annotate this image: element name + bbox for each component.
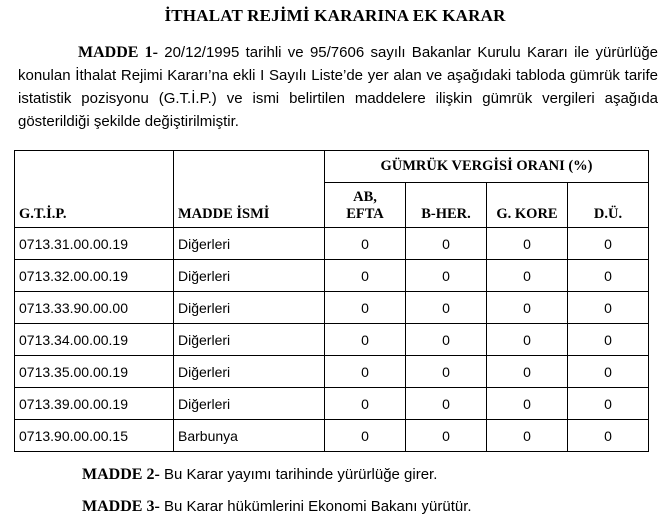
du-cell: 0 [568, 356, 649, 388]
gtip-cell: 0713.32.00.00.19 [15, 260, 174, 292]
table-row [15, 420, 649, 452]
gtip-cell: 0713.35.00.00.19 [15, 356, 174, 388]
ab-efta-cell: 0 [325, 260, 406, 292]
g-kore-cell: 0 [487, 420, 568, 452]
table-row [15, 260, 649, 292]
du-cell: 0 [568, 388, 649, 420]
g-kore-cell: 0 [487, 356, 568, 388]
du-cell: 0 [568, 324, 649, 356]
document-title: İTHALAT REJİMİ KARARINA EK KARAR [164, 6, 506, 25]
table-row [15, 292, 649, 324]
table-row [15, 388, 649, 420]
table-row [15, 356, 649, 388]
gtip-cell: 0713.31.00.00.19 [15, 228, 174, 260]
header-g-kore: G. KORE [487, 183, 568, 228]
g-kore-cell: 0 [487, 228, 568, 260]
du-cell: 0 [568, 292, 649, 324]
header-b-her: B-HER. [406, 183, 487, 228]
g-kore-cell: 0 [487, 388, 568, 420]
tariff-table [14, 150, 649, 452]
gtip-cell: 0713.33.90.00.00 [15, 292, 174, 324]
article-3-label: MADDE 3- [82, 498, 160, 515]
article-1 [18, 41, 658, 133]
table-row [15, 228, 649, 260]
header-ab-efta [325, 183, 406, 228]
article-2-text: Bu Karar yayımı tarihinde yürürlüğe girer. [163, 466, 438, 483]
table-row [15, 324, 649, 356]
ab-efta-cell: 0 [325, 356, 406, 388]
name-cell: Diğerleri [174, 228, 325, 260]
du-cell: 0 [568, 260, 649, 292]
ab-efta-cell: 0 [325, 324, 406, 356]
article-1-label: MADDE 1- [78, 44, 158, 61]
header-ab-efta-text: AB, EFTA [346, 189, 384, 222]
gtip-cell: 0713.34.00.00.19 [15, 324, 174, 356]
g-kore-cell: 0 [487, 260, 568, 292]
name-cell: Diğerleri [174, 324, 325, 356]
article-1-text: 20/12/1995 tarihli ve 95/7606 sayılı Bakanlar Kurulu Kararı ile yürürlüğe konulan İthalat Rejimi Kararı’na ekli I Sayılı Liste’de yer alan ve aşağıdaki tabloda gümrük tarife istatistik pozisyonu (G.T.İ.P.) ve ismi belirtilen maddelere ilişkin gümrük vergileri aşağıda gösterildiği şekilde değiştirilmiştir. [18, 44, 659, 130]
b-her-cell: 0 [406, 420, 487, 452]
b-her-cell: 0 [406, 324, 487, 356]
ab-efta-cell: 0 [325, 388, 406, 420]
header-name: MADDE İSMİ [174, 151, 325, 228]
ab-efta-cell: 0 [325, 420, 406, 452]
name-cell: Barbunya [174, 420, 325, 452]
name-cell: Diğerleri [174, 356, 325, 388]
header-duty-rate: GÜMRÜK VERGİSİ ORANI (%) [325, 151, 649, 183]
du-cell: 0 [568, 420, 649, 452]
header-gtip: G.T.İ.P. [15, 151, 174, 228]
gtip-cell: 0713.39.00.00.19 [15, 388, 174, 420]
b-her-cell: 0 [406, 356, 487, 388]
article-2-label: MADDE 2- [82, 466, 160, 483]
name-cell: Diğerleri [174, 260, 325, 292]
header-du: D.Ü. [568, 183, 649, 228]
b-her-cell: 0 [406, 388, 487, 420]
b-her-cell: 0 [406, 292, 487, 324]
gtip-cell: 0713.90.00.00.15 [15, 420, 174, 452]
article-2 [82, 466, 437, 484]
article-3 [82, 498, 472, 516]
ab-efta-cell: 0 [325, 292, 406, 324]
ab-efta-cell: 0 [325, 228, 406, 260]
name-cell: Diğerleri [174, 388, 325, 420]
b-her-cell: 0 [406, 260, 487, 292]
du-cell: 0 [568, 228, 649, 260]
article-3-text: Bu Karar hükümlerini Ekonomi Bakanı yürütür. [163, 498, 472, 515]
name-cell: Diğerleri [174, 292, 325, 324]
g-kore-cell: 0 [487, 324, 568, 356]
g-kore-cell: 0 [487, 292, 568, 324]
b-her-cell: 0 [406, 228, 487, 260]
